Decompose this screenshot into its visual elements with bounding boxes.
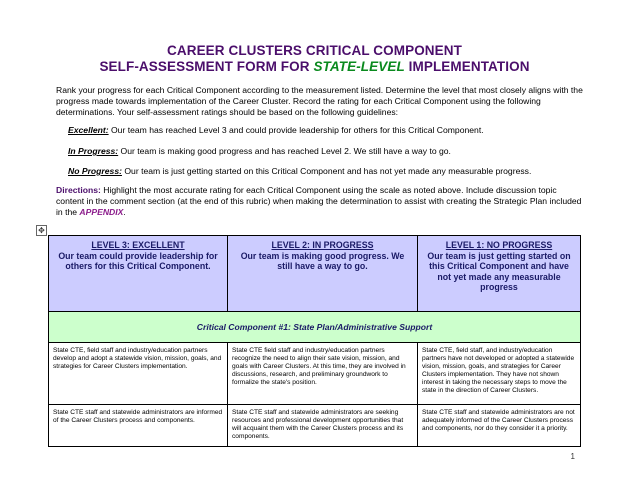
rubric-cell[interactable]: State CTE, field staff, and industry/education partners have not developed or adopted a statewide vision, mission, goals, and strategies for Career Clusters implementation. They have not shown interest in taking the necessary steps to move the state in the direction of Career Clusters. bbox=[418, 343, 581, 405]
table-row bbox=[49, 405, 581, 447]
level-description: Our team is making good progress. We still have a way to go. bbox=[240, 250, 405, 271]
guideline-text: Our team has reached Level 3 and could provide leadership for others for this Critical Component. bbox=[108, 125, 484, 135]
move-icon[interactable]: ✥ bbox=[36, 225, 47, 236]
form-title-line1: CAREER CLUSTERS CRITICAL COMPONENT bbox=[167, 43, 462, 58]
guideline-term: Excellent: bbox=[68, 125, 109, 135]
rubric-cell[interactable]: State CTE staff and statewide administrators are seeking resources and professional development opportunities that will acquaint them with the Career Clusters process and its components. bbox=[228, 405, 418, 447]
guideline-text: Our team is just getting started on this Critical Component and has not yet made any measurable progress. bbox=[121, 166, 532, 176]
form-title-line2 bbox=[0, 59, 629, 74]
level-description: Our team is just getting started on this Critical Component and have not yet made any measurable progress bbox=[427, 250, 571, 292]
level-2-header bbox=[228, 236, 418, 312]
appendix-link: APPENDIX bbox=[79, 207, 124, 217]
guideline-no-progress bbox=[68, 166, 531, 177]
rubric-cell[interactable]: State CTE, field staff and industry/education partners develop and adopt a statewide vision, mission, goals, and strategies for Career Clusters implementation. bbox=[49, 343, 228, 405]
level-description: Our team could provide leadership for others for this Critical Component. bbox=[58, 250, 218, 271]
directions-text: Highlight the most accurate rating for each Critical Component using the scale as noted above. Include discussion topic content in the comment section (at the end of this rubric) when making the determination to assist with creating the Strategic Plan included in the bbox=[56, 185, 582, 217]
level-heading: LEVEL 3: EXCELLENT bbox=[91, 240, 185, 250]
guideline-term: No Progress: bbox=[68, 166, 122, 176]
rubric-cell[interactable]: State CTE staff and statewide administrators are not adequately informed of the Career Clusters process and components, nor do they consider it a priority. bbox=[418, 405, 581, 447]
guideline-in-progress bbox=[68, 146, 451, 157]
rubric-cell[interactable]: State CTE field staff and industry/education partners recognize the need to align their sate vision, mission, and goals with Career Clusters. At this time, they are involved in discussions, research, and preliminary groundwork to formalize the state's position. bbox=[228, 343, 418, 405]
title-suffix: IMPLEMENTATION bbox=[404, 59, 530, 74]
level-header-row bbox=[49, 236, 581, 312]
guideline-excellent bbox=[68, 125, 484, 136]
intro-paragraph: Rank your progress for each Critical Component according to the measurement listed. Determine the level that most closely aligns with the progress made towards implementation of the Career Cluster. Record the rating for each Critical Component using the following determinations. Your self-assessment ratings should be based on the following guidelines: bbox=[56, 85, 583, 117]
component-row bbox=[49, 312, 581, 343]
page-number: 1 bbox=[570, 452, 575, 461]
title-prefix: SELF-ASSESSMENT FORM FOR bbox=[99, 59, 314, 74]
directions-end: . bbox=[123, 207, 126, 217]
level-3-header bbox=[49, 236, 228, 312]
level-heading: LEVEL 2: IN PROGRESS bbox=[271, 240, 374, 250]
guideline-term: In Progress: bbox=[68, 146, 119, 156]
level-heading: LEVEL 1: NO PROGRESS bbox=[445, 240, 553, 250]
directions-paragraph bbox=[56, 185, 586, 218]
critical-component-title: Critical Component #1: State Plan/Administrative Support bbox=[49, 312, 581, 343]
guideline-text: Our team is making good progress and has reached Level 2. We still have a way to go. bbox=[118, 146, 451, 156]
table-row bbox=[49, 343, 581, 405]
rubric-cell[interactable]: State CTE staff and statewide administrators are informed of the Career Clusters process and components. bbox=[49, 405, 228, 447]
title-highlight: STATE-LEVEL bbox=[313, 59, 405, 74]
level-1-header bbox=[418, 236, 581, 312]
rubric-table bbox=[48, 235, 581, 447]
directions-label: Directions: bbox=[56, 185, 101, 195]
